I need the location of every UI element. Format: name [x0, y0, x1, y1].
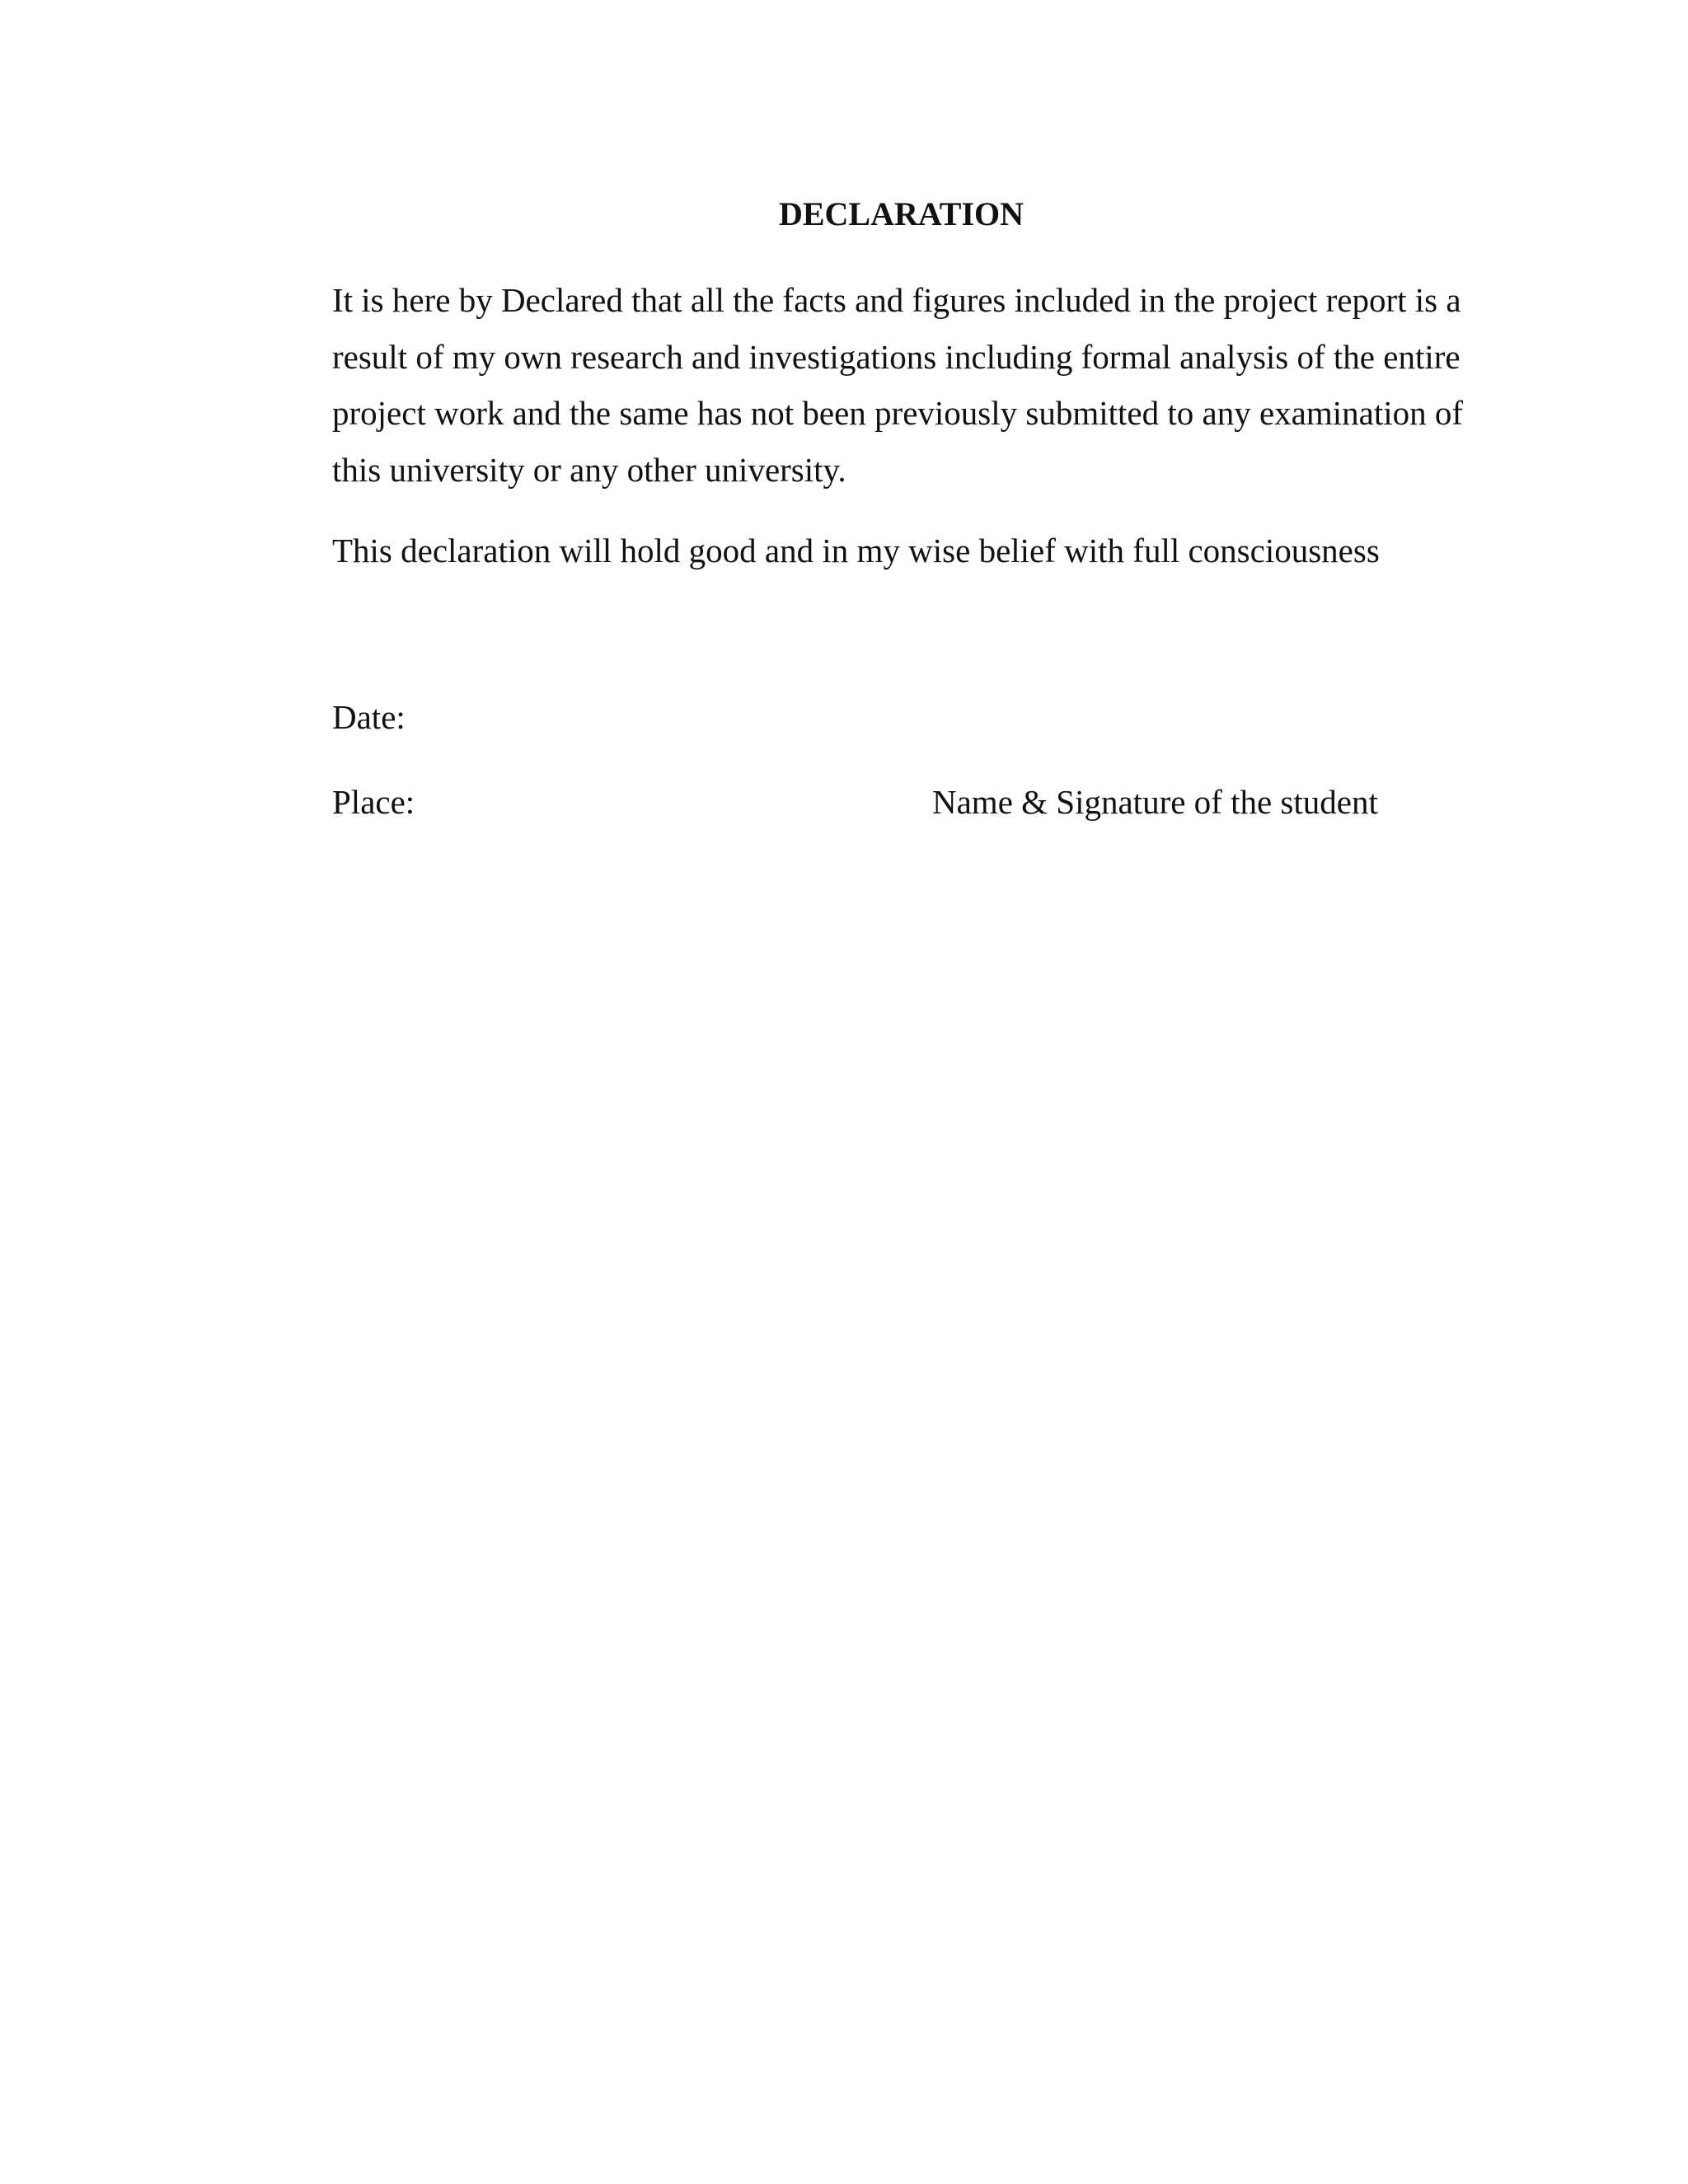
place-label: Place:	[332, 783, 415, 821]
page-title: DECLARATION	[778, 195, 1025, 232]
declaration-paragraph: It is here by Declared that all the facts and figures included in the project report is a result of my own research and investigations including formal analysis of the entire project work and the same has not been previously submitted to any examination of this university or any other university.	[332, 281, 1464, 489]
consciousness-statement: This declaration will hold good and in my wise belief with full consciousness	[332, 532, 1380, 569]
date-label: Date:	[332, 698, 406, 736]
signature-label: Name & Signature of the student	[932, 783, 1378, 821]
